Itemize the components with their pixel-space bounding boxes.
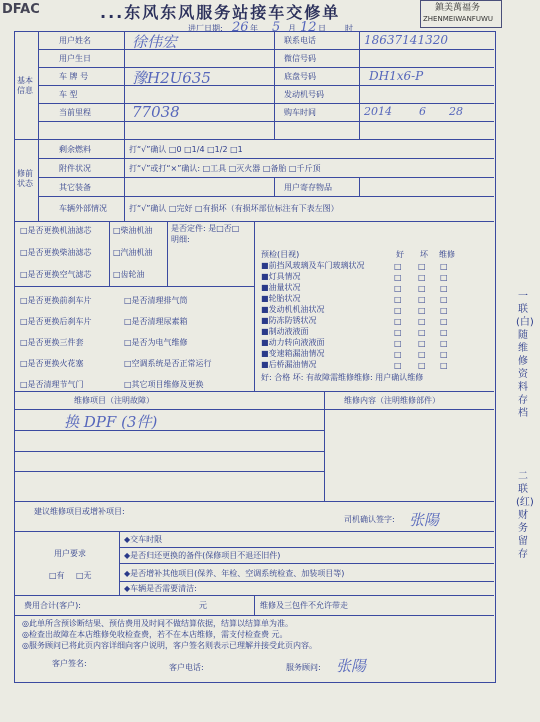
other-equipment-label: 其它装备 bbox=[59, 183, 91, 192]
inspection-col-bad: 坏 bbox=[420, 250, 428, 259]
plate-label: 车 牌 号 bbox=[59, 72, 89, 81]
service-advisor-label: 服务顾问: bbox=[286, 663, 321, 672]
air-filter-option[interactable]: □是否更换空气滤芯 bbox=[20, 270, 92, 279]
model-label: 车 型 bbox=[59, 90, 78, 99]
chassis-label: 底盘号码 bbox=[284, 72, 316, 81]
ac-option[interactable]: □空调系统是否正常运行 bbox=[124, 359, 212, 368]
mileage-value: 77038 bbox=[132, 103, 180, 121]
inspection-note: 好: 合格 坏: 有故障需维修维修: 用户确认维修 bbox=[261, 373, 424, 382]
wechat-label: 微信号码 bbox=[284, 54, 316, 63]
exterior-options[interactable]: 打“√”确认 □完好 □有损坏（有损坏部位标注有下表左图） bbox=[129, 204, 339, 213]
diesel-filter-option[interactable]: □是否更换柴油滤芯 bbox=[20, 248, 92, 257]
checkbox-column[interactable]: □ □ □ □ □ □ □ □ □ □ bbox=[440, 262, 448, 370]
electric-option[interactable]: □是否为电气维修 bbox=[124, 338, 188, 347]
other-repair-option[interactable]: □其它项目维修及更换 bbox=[124, 380, 204, 389]
inspection-item: ■制动液液面 bbox=[261, 327, 309, 336]
spark-plug-option[interactable]: □是否更换火花塞 bbox=[20, 359, 84, 368]
leave-parts-option[interactable]: 是否定件: 是□否□ bbox=[171, 224, 240, 233]
suggest-label: 建议维修项目或增补项目: bbox=[34, 507, 125, 516]
detail-label: 明细: bbox=[171, 235, 190, 244]
inspection-item: ■后桥漏油情况 bbox=[261, 360, 317, 369]
copy-two-label: 二联(红)财务留存 bbox=[516, 471, 534, 560]
buy-year: 2014 bbox=[364, 105, 392, 118]
driver-sign-value: 张陽 bbox=[409, 511, 440, 529]
fuel-label: 剩余燃料 bbox=[59, 145, 91, 154]
inspection-item: ■动力转向液液面 bbox=[261, 338, 325, 347]
gear-oil-option[interactable]: □齿轮油 bbox=[113, 270, 145, 279]
company-stamp bbox=[420, 0, 502, 28]
condition-section-label: 修前状态 bbox=[17, 169, 33, 188]
day-unit: 日 bbox=[318, 24, 326, 33]
fee-unit: 元 bbox=[199, 601, 207, 610]
inspection-col-good: 好 bbox=[396, 250, 404, 259]
birthday-label: 用户生日 bbox=[59, 54, 91, 63]
basic-section-label: 基本信息 bbox=[17, 76, 33, 95]
repair-project-value: 换 DPF (3件) bbox=[64, 413, 158, 431]
urea-option[interactable]: □是否清理尿素箱 bbox=[124, 317, 188, 326]
fee-total-label: 费用合计(客户): bbox=[24, 601, 81, 610]
user-requirement-label: 用户要求 bbox=[54, 549, 86, 558]
addon-items-label: ◆是否增补其他项目(保养、年检、空调系统检查、加装项目等) bbox=[124, 569, 345, 578]
chassis-value: DH1x6-P bbox=[369, 69, 424, 83]
phone-value: 18637141320 bbox=[364, 33, 448, 47]
buy-time-label: 购车时间 bbox=[284, 108, 316, 117]
customer-sign-label: 客户签名: bbox=[52, 659, 87, 668]
entry-date-label: 进厂日期: bbox=[188, 24, 223, 33]
engine-label: 发动机号码 bbox=[284, 90, 324, 99]
repair-content-header: 维修内容（注明维修部件） bbox=[344, 396, 440, 405]
checkbox-column[interactable]: □ □ □ □ □ □ □ □ □ □ bbox=[394, 262, 402, 370]
engine-oil-option[interactable]: □柴油机油 bbox=[113, 226, 153, 235]
inspection-item: ■发动机机油状况 bbox=[261, 305, 325, 314]
throttle-option[interactable]: □是否清理节气门 bbox=[20, 380, 84, 389]
exhaust-option[interactable]: □是否清理排气筒 bbox=[124, 296, 188, 305]
dfac-logo: DFAC bbox=[2, 2, 40, 17]
notice-2: ◎检查出故障在本店维修免收检查费，若不在本店维修，需支付检查费 元。 bbox=[22, 630, 288, 639]
copy-one-label: 一联(白)随维修资料存档 bbox=[516, 291, 534, 419]
requirement-no[interactable]: □无 bbox=[76, 571, 92, 580]
stamp-pinyin: ZHENMEIWANFUWU bbox=[423, 15, 494, 23]
inspection-item: ■变速箱漏油情况 bbox=[261, 349, 325, 358]
entry-year: 26 bbox=[232, 20, 249, 35]
entry-month: 5 bbox=[272, 20, 281, 35]
accessories-options[interactable]: 打“√”或打“×”确认: □工具 □灭火器 □备胎 □千斤顶 bbox=[129, 164, 321, 173]
inspection-item: ■油量状况 bbox=[261, 283, 301, 292]
phone-label: 联系电话 bbox=[284, 36, 316, 45]
inspection-col-repair: 维修 bbox=[439, 250, 455, 259]
stored-items-label: 用户寄存物品 bbox=[284, 183, 332, 192]
front-pads-option[interactable]: □是否更换前刹车片 bbox=[20, 296, 92, 305]
plate-value: 豫H2U635 bbox=[132, 69, 211, 87]
return-parts-label: ◆是否归还更换的备件(保修项目不退还旧件) bbox=[124, 551, 281, 560]
form-title: ...东风东风服务站接车交修单 bbox=[100, 3, 341, 22]
notice-3: ◎服务顾问已将此页内容详细向客户说明，客户签名则表示已理解并接受此页内容。 bbox=[22, 641, 317, 650]
requirement-yes[interactable]: □有 bbox=[49, 571, 65, 580]
stamp-text: 鎮美萬福务 bbox=[435, 3, 481, 13]
buy-day: 28 bbox=[449, 105, 463, 118]
exterior-label: 车辆外部情况 bbox=[59, 204, 107, 213]
driver-sign-label: 司机确认签字: bbox=[344, 515, 395, 524]
accessories-label: 附件状况 bbox=[59, 164, 91, 173]
inspection-item: ■防冻防锈状况 bbox=[261, 316, 317, 325]
time-unit: 时 bbox=[345, 24, 353, 33]
year-unit: 年 bbox=[250, 24, 258, 33]
entry-day: 12 bbox=[300, 20, 317, 35]
delivery-time-label: ◆交车时限 bbox=[124, 535, 163, 544]
user-name-label: 用户姓名 bbox=[59, 36, 91, 45]
repair-parts-note: 维修及三包件不允许带走 bbox=[260, 601, 348, 610]
three-items-option[interactable]: □是否更换三件套 bbox=[20, 338, 84, 347]
fuel-options[interactable]: 打“√”确认 □0 □1/4 □1/2 □1 bbox=[129, 145, 243, 154]
customer-phone-label: 客户电话: bbox=[169, 663, 204, 672]
buy-month: 6 bbox=[419, 105, 426, 118]
repair-project-header: 维修项目（注明故障） bbox=[74, 396, 154, 405]
inspection-item: ■轮胎状况 bbox=[261, 294, 301, 303]
mileage-label: 当前里程 bbox=[59, 108, 91, 117]
gas-oil-option[interactable]: □汽油机油 bbox=[113, 248, 153, 257]
month-unit: 月 bbox=[288, 24, 296, 33]
cleaning-label: ◆车辆是否需要清洁: bbox=[124, 584, 197, 593]
oil-filter-option[interactable]: □是否更换机油滤芯 bbox=[20, 226, 92, 235]
inspection-title: 预检(目视) bbox=[261, 250, 300, 259]
service-advisor-value: 张陽 bbox=[336, 657, 367, 675]
rear-pads-option[interactable]: □是否更换后刹车片 bbox=[20, 317, 92, 326]
checkbox-column[interactable]: □ □ □ □ □ □ □ □ □ □ bbox=[418, 262, 426, 370]
inspection-item: ■灯具情况 bbox=[261, 272, 301, 281]
notice-1: ◎此单所含预诊断结果、预估费用及时间不做结算依据，结算以结算单为准。 bbox=[22, 619, 293, 628]
user-name-value: 徐伟宏 bbox=[132, 33, 178, 51]
form-grid bbox=[14, 31, 496, 683]
inspection-item: ■前挡风玻璃及车门玻璃状况 bbox=[261, 261, 365, 270]
